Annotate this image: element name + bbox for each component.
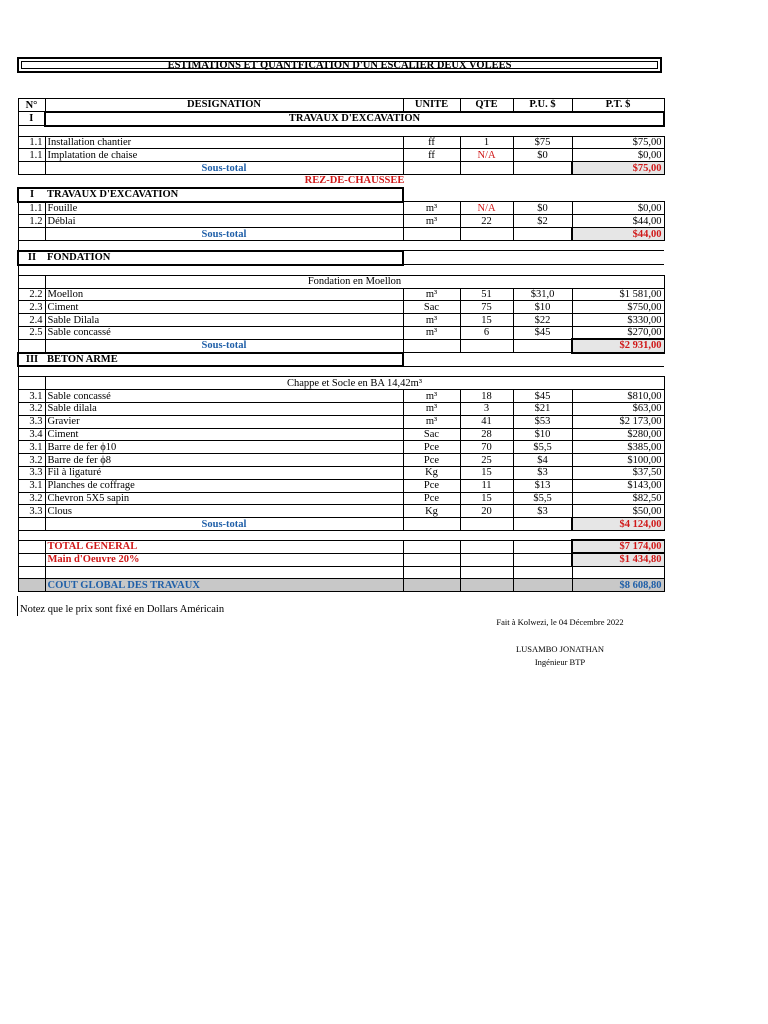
document-title: ESTIMATIONS ET QUANTFICATION D'UN ESCALIER DEUX VOLEES (167, 60, 512, 71)
header-no: N° (18, 99, 45, 112)
item-quantity: 15 (460, 492, 513, 505)
item-designation: Sable Dilala (45, 314, 403, 327)
spacer-cell (460, 530, 513, 540)
spacer-cell (513, 530, 572, 540)
signature-place-date: Fait à Kolwezi, le 04 Décembre 2022 (496, 617, 624, 627)
item-unit-price: $3 (513, 505, 572, 518)
spacer-cell (460, 265, 513, 276)
table-row (18, 301, 664, 314)
item-number: 2.5 (18, 326, 45, 339)
spacer-cell (572, 265, 664, 276)
spacer-cell (403, 530, 460, 540)
table-row (18, 288, 664, 301)
spacer-row (18, 126, 664, 137)
cell (513, 553, 572, 566)
blank-cell (572, 353, 664, 367)
item-total-price: $50,00 (572, 505, 664, 518)
item-number: 2.4 (18, 314, 45, 327)
table-row (18, 136, 664, 149)
global-cost-value: $8 608,80 (572, 579, 664, 592)
section-title: BETON ARME (45, 353, 403, 367)
item-designation: Sable dilala (45, 402, 403, 415)
cell (460, 228, 513, 241)
item-total-price: $75,00 (572, 136, 664, 149)
blank-cell (513, 353, 572, 367)
item-unit-price: $10 (513, 428, 572, 441)
item-total-price: $37,50 (572, 466, 664, 479)
cell (513, 339, 572, 352)
table-row (18, 215, 664, 228)
blank-cell (572, 251, 664, 265)
cell (460, 579, 513, 592)
item-quantity: 25 (460, 454, 513, 467)
subtotal-row (18, 228, 664, 241)
cell (18, 339, 45, 352)
document-title-box (17, 57, 662, 73)
labour-label: Main d'Oeuvre 20% (45, 553, 403, 566)
item-quantity: 11 (460, 479, 513, 492)
cell (460, 518, 513, 531)
cell (513, 579, 572, 592)
cell (403, 579, 460, 592)
global-cost-label: COUT GLOBAL DES TRAVAUX (45, 579, 403, 592)
item-total-price: $270,00 (572, 326, 664, 339)
spacer-cell (18, 265, 45, 276)
cell (403, 228, 460, 241)
subtotal-value: $4 124,00 (572, 518, 664, 531)
subtotal-value: $2 931,00 (572, 339, 664, 352)
spacer-cell (403, 566, 460, 579)
currency-note: Notez que le prix sont fixé en Dollars Américain (20, 604, 225, 615)
spacer-cell (513, 265, 572, 276)
header-pu: P.U. $ (513, 99, 572, 112)
item-unit: m³ (403, 288, 460, 301)
item-number: 3.1 (18, 479, 45, 492)
item-number: 2.3 (18, 301, 45, 314)
item-designation: Gravier (45, 415, 403, 428)
cell (460, 553, 513, 566)
global-cost-row (18, 579, 664, 592)
blank-cell (403, 353, 460, 367)
header-pt: P.T. $ (572, 99, 664, 112)
item-unit: Kg (403, 505, 460, 518)
item-unit: m³ (403, 415, 460, 428)
item-unit: ff (403, 136, 460, 149)
total-general-row (18, 540, 664, 553)
spacer-row (18, 265, 664, 276)
cell (18, 377, 45, 390)
cell (403, 553, 460, 566)
spacer-cell (403, 366, 460, 377)
spacer-cell (45, 240, 403, 251)
blank-cell (513, 251, 572, 265)
item-number: 3.1 (18, 390, 45, 403)
item-total-price: $385,00 (572, 441, 664, 454)
blank-cell (403, 188, 460, 202)
blank-cell (460, 188, 513, 202)
item-quantity: 70 (460, 441, 513, 454)
item-unit: m³ (403, 202, 460, 215)
table-row (18, 326, 664, 339)
estimate-table (17, 98, 665, 592)
table-row (18, 479, 664, 492)
item-unit-price: $5,5 (513, 441, 572, 454)
item-unit-price: $53 (513, 415, 572, 428)
item-quantity: 15 (460, 314, 513, 327)
cell (18, 579, 45, 592)
item-designation: Installation chantier (45, 136, 403, 149)
item-unit-price: $31,0 (513, 288, 572, 301)
header-unite: UNITE (403, 99, 460, 112)
section-number: I (18, 188, 45, 202)
item-unit-price: $10 (513, 301, 572, 314)
item-total-price: $330,00 (572, 314, 664, 327)
spacer-cell (513, 240, 572, 251)
section-title: TRAVAUX D'EXCAVATION (45, 188, 403, 202)
cell (18, 228, 45, 241)
cell (18, 540, 45, 553)
header-designation: DESIGNATION (45, 99, 403, 112)
blank-cell (513, 188, 572, 202)
item-total-price: $750,00 (572, 301, 664, 314)
item-unit-price: $13 (513, 479, 572, 492)
spacer-cell (572, 240, 664, 251)
table-row (18, 202, 664, 215)
item-number: 3.2 (18, 454, 45, 467)
cell (18, 553, 45, 566)
note-margin-line (17, 596, 18, 616)
item-number: 3.3 (18, 505, 45, 518)
total-general-value: $7 174,00 (572, 540, 664, 553)
item-number: 1.1 (18, 149, 45, 162)
signature-name: LUSAMBO JONATHAN (515, 644, 605, 654)
item-unit: m³ (403, 326, 460, 339)
item-unit-price: $3 (513, 466, 572, 479)
spacer-cell (18, 530, 45, 540)
item-unit-price: $22 (513, 314, 572, 327)
cell (513, 518, 572, 531)
item-total-price: $143,00 (572, 479, 664, 492)
cell (18, 162, 45, 175)
spacer-cell (45, 566, 403, 579)
table-row (18, 428, 664, 441)
cell (403, 162, 460, 175)
header-qte: QTE (460, 99, 513, 112)
item-designation: Planches de coffrage (45, 479, 403, 492)
subtotal-value: $44,00 (572, 228, 664, 241)
item-number: 1.2 (18, 215, 45, 228)
item-quantity: 20 (460, 505, 513, 518)
cell (403, 518, 460, 531)
section-row (18, 112, 664, 126)
cell (403, 339, 460, 352)
item-unit: Pce (403, 479, 460, 492)
table-row (18, 402, 664, 415)
cell (513, 162, 572, 175)
subtotal-value: $75,00 (572, 162, 664, 175)
spacer-cell (403, 265, 460, 276)
spacer-cell (460, 566, 513, 579)
cell (513, 540, 572, 553)
item-number: 1.1 (18, 136, 45, 149)
section-title: FONDATION (45, 251, 403, 265)
item-total-price: $1 581,00 (572, 288, 664, 301)
item-total-price: $100,00 (572, 454, 664, 467)
subtotal-row (18, 339, 664, 352)
item-unit-price: $21 (513, 402, 572, 415)
item-designation: Déblai (45, 215, 403, 228)
item-unit-price: $0 (513, 202, 572, 215)
item-quantity: N/A (460, 149, 513, 162)
table-row (18, 415, 664, 428)
spacer-cell (572, 566, 664, 579)
cell (18, 518, 45, 531)
spacer-cell (513, 366, 572, 377)
subtotal-label: Sous-total (45, 162, 403, 175)
subheading-row (18, 275, 664, 288)
item-total-price: $0,00 (572, 149, 664, 162)
spacer-cell (572, 366, 664, 377)
section-number: I (18, 112, 45, 126)
item-unit: m³ (403, 314, 460, 327)
item-unit-price: $45 (513, 326, 572, 339)
item-quantity: 1 (460, 136, 513, 149)
level-title: REZ-DE-CHAUSSEE (304, 175, 405, 187)
item-unit: Pce (403, 454, 460, 467)
item-unit: m³ (403, 390, 460, 403)
spacer-cell (18, 240, 45, 251)
item-unit: Sac (403, 428, 460, 441)
item-total-price: $63,00 (572, 402, 664, 415)
blank-cell (572, 188, 664, 202)
subtotal-label: Sous-total (45, 518, 403, 531)
table-row (18, 505, 664, 518)
section-row (18, 353, 664, 367)
cell (403, 540, 460, 553)
item-number: 3.2 (18, 492, 45, 505)
item-unit-price: $75 (513, 136, 572, 149)
item-unit: Pce (403, 441, 460, 454)
table-row (18, 492, 664, 505)
item-designation: Ciment (45, 301, 403, 314)
item-designation: Moellon (45, 288, 403, 301)
table-row (18, 390, 664, 403)
item-number: 3.2 (18, 402, 45, 415)
item-unit-price: $5,5 (513, 492, 572, 505)
blank-cell (460, 251, 513, 265)
table-row (18, 466, 664, 479)
item-designation: Clous (45, 505, 403, 518)
section-number: II (18, 251, 45, 265)
spacer-cell (403, 240, 460, 251)
spacer-cell (18, 566, 45, 579)
item-unit-price: $0 (513, 149, 572, 162)
estimate-table-body (18, 99, 664, 592)
section-number: III (18, 353, 45, 367)
blank-cell (403, 251, 460, 265)
subheading-row (18, 377, 664, 390)
item-designation: Fil à ligaturé (45, 466, 403, 479)
item-number: 3.1 (18, 441, 45, 454)
section-row (18, 251, 664, 265)
cell (460, 339, 513, 352)
item-number: 3.3 (18, 415, 45, 428)
item-designation: Ciment (45, 428, 403, 441)
cell (460, 540, 513, 553)
labour-row (18, 553, 664, 566)
item-unit: Kg (403, 466, 460, 479)
item-quantity: 3 (460, 402, 513, 415)
spacer-cell (460, 366, 513, 377)
item-quantity: 51 (460, 288, 513, 301)
item-unit: Pce (403, 492, 460, 505)
spacer-cell (460, 240, 513, 251)
level-row (18, 174, 664, 187)
item-quantity: N/A (460, 202, 513, 215)
subtotal-label: Sous-total (45, 228, 403, 241)
header-row (18, 99, 664, 112)
item-quantity: 18 (460, 390, 513, 403)
spacer-cell (45, 265, 403, 276)
labour-value: $1 434,80 (572, 553, 664, 566)
item-number: 3.3 (18, 466, 45, 479)
item-total-price: $82,50 (572, 492, 664, 505)
item-quantity: 6 (460, 326, 513, 339)
section-title: TRAVAUX D'EXCAVATION (45, 112, 664, 126)
item-designation: Barre de fer ϕ10 (45, 441, 403, 454)
item-unit-price: $45 (513, 390, 572, 403)
item-designation: Chevron 5X5 sapin (45, 492, 403, 505)
item-number: 2.2 (18, 288, 45, 301)
subtotal-row (18, 518, 664, 531)
spacer-cell (572, 530, 664, 540)
section-subheading: Fondation en Moellon (45, 275, 664, 288)
item-designation: Implatation de chaise (45, 149, 403, 162)
item-designation: Fouille (45, 202, 403, 215)
item-quantity: 41 (460, 415, 513, 428)
blank-cell (460, 353, 513, 367)
cell (18, 174, 45, 187)
item-total-price: $810,00 (572, 390, 664, 403)
cell (460, 162, 513, 175)
subtotal-label: Sous-total (45, 339, 403, 352)
total-general-label: TOTAL GENERAL (45, 540, 403, 553)
item-quantity: 28 (460, 428, 513, 441)
item-unit-price: $2 (513, 215, 572, 228)
spacer-cell (45, 366, 403, 377)
item-unit: m³ (403, 215, 460, 228)
spacer-cell (45, 530, 403, 540)
item-total-price: $0,00 (572, 202, 664, 215)
section-row (18, 188, 664, 202)
signature-role: Ingénieur BTP (534, 657, 586, 667)
item-total-price: $44,00 (572, 215, 664, 228)
spacer-row (18, 366, 664, 377)
item-quantity: 75 (460, 301, 513, 314)
table-row (18, 149, 664, 162)
cell (513, 228, 572, 241)
spacer-row (18, 530, 664, 540)
item-unit: m³ (403, 402, 460, 415)
spacer-cell (513, 566, 572, 579)
item-unit: ff (403, 149, 460, 162)
subtotal-row (18, 162, 664, 175)
table-row (18, 314, 664, 327)
item-number: 1.1 (18, 202, 45, 215)
spacer-row (18, 240, 664, 251)
item-number: 3.4 (18, 428, 45, 441)
item-quantity: 15 (460, 466, 513, 479)
item-designation: Sable concassé (45, 326, 403, 339)
item-total-price: $280,00 (572, 428, 664, 441)
item-designation: Barre de fer ϕ8 (45, 454, 403, 467)
item-designation: Sable concassé (45, 390, 403, 403)
table-row (18, 454, 664, 467)
table-row (18, 441, 664, 454)
item-quantity: 22 (460, 215, 513, 228)
item-total-price: $2 173,00 (572, 415, 664, 428)
section-subheading: Chappe et Socle en BA 14,42m³ (45, 377, 664, 390)
item-unit-price: $4 (513, 454, 572, 467)
spacer-row (18, 566, 664, 579)
cell (18, 275, 45, 288)
item-unit: Sac (403, 301, 460, 314)
spacer-cell (18, 366, 45, 377)
